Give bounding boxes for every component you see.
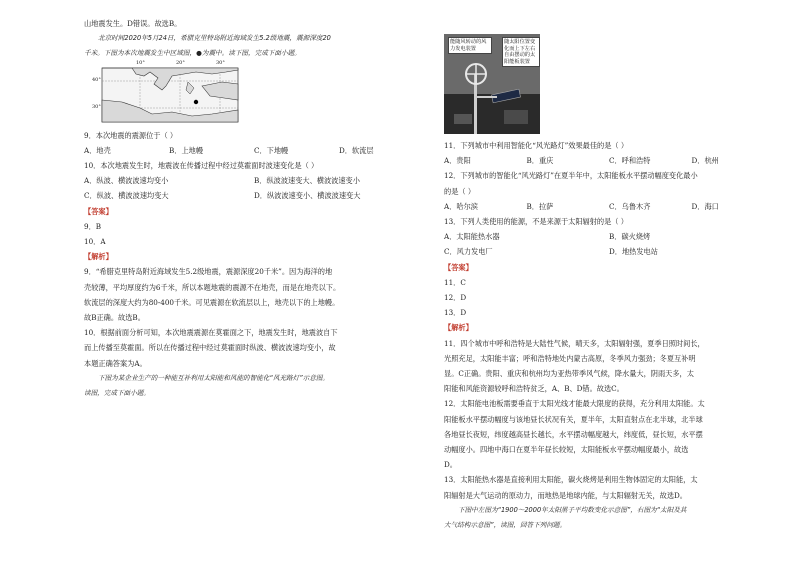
- option: C．下地幔: [254, 145, 289, 155]
- lon-10-label: 10°: [136, 59, 145, 66]
- option: D．杭州: [691, 156, 719, 166]
- option: D．纵波波速变小、横波波速变大: [254, 191, 361, 201]
- passage-intro-cont: 千米。下图为本次地震发生中区域图，●为震中。读下图，完成下面小题。: [84, 49, 301, 58]
- question-10-options-cd: [84, 188, 424, 203]
- explanation-heading: 【解析】: [444, 323, 473, 333]
- street-lamp-photo: [444, 34, 540, 134]
- option: C．风力发电厂: [444, 247, 493, 257]
- passage-intro-cont: 读图，完成下面小题。: [84, 389, 150, 398]
- option: A．哈尔滨: [444, 201, 478, 211]
- answer-11: 11．C: [444, 277, 466, 287]
- option: D．地热发电站: [609, 247, 658, 257]
- explanation-line: 故B正确。故选B。: [84, 313, 145, 323]
- right-column: [444, 34, 774, 533]
- question-12: 12．下列城市的智能化“风光路灯”在夏半年中，太阳能板水平摆动幅度变化最小: [444, 171, 698, 181]
- option: B．碳火烧烤: [609, 232, 651, 242]
- question-13: 13．下列人类使用的能源，不是来源于太阳辐射的是（ ）: [444, 217, 628, 227]
- passage-intro: 北京时间2020年5月24日，希腊克里特岛附近海域发生5.2级地震，震源深度20: [98, 34, 331, 43]
- explanation-line: 各地昼长夜短，纬度越高昼长越长，水平摆动幅度越大，纬度低，昼长短，水平摆: [444, 429, 703, 439]
- passage-intro: 下图为某企业生产的一种能互补利用太阳能和风能的智能化“风光路灯”示意图。: [98, 373, 330, 382]
- option: B．重庆: [526, 156, 554, 166]
- explanation-line: 光照充足，太阳能丰富；呼和浩特地处内蒙古高原，冬季风力强劲；冬夏互补明: [444, 353, 696, 363]
- answer-13: 13．D: [444, 308, 467, 318]
- answer-line: 山地震发生。D错误。故选B。: [84, 19, 182, 28]
- explanation-line: 壳较薄，平均厚度约为6千米，所以本题地震的震源不在地壳，而是在地壳以下。: [84, 282, 341, 292]
- earthquake-region-map: [92, 59, 242, 124]
- question-12-options: [444, 199, 774, 214]
- option: B．纵波波速变大、横波波速变小: [254, 176, 360, 186]
- lat-30-label: 30°: [92, 103, 101, 110]
- explanation-line: 11．四个城市中呼和浩特是大陆性气候，晴天多，太阳辐射强，夏季日照时间长，: [444, 338, 705, 348]
- explanation-line: 阳辐射是大气运动的原动力，而地热是地球内能，与太阳辐射无关，故选D。: [444, 490, 687, 500]
- question-11-options: [444, 153, 774, 168]
- option: A．太阳能热水器: [444, 232, 500, 242]
- option: A．纵波、横波波速均变小: [84, 176, 169, 186]
- option: A．地壳: [84, 145, 111, 155]
- option: C．呼和浩特: [609, 156, 651, 166]
- explanation-line: 阳能和风能资源较呼和浩特贫乏，A、B、D错。故选C。: [444, 384, 624, 394]
- explanation-line: 13．太阳能热水器是直接利用太阳能，碳火烧烤是利用生物体固定的太阳能，太: [444, 475, 698, 485]
- option: C．乌鲁木齐: [609, 201, 651, 211]
- option: B．上地幔: [169, 145, 204, 155]
- explanation-line: 软流层的深度大约为80-400千米。可见震源在软流层以上，地壳以下的上地幔。: [84, 297, 340, 307]
- passage-intro: 下图中左图为“1900～2000年太阳黑子平均数变化示意图”，右图为“太阳及其: [458, 505, 687, 514]
- explanation-line: 而上传播至莫霍面。所以在传播过程中经过莫霍面时纵波、横波波速均变小，故: [84, 343, 336, 353]
- explanation-line: 9．“希腊克里特岛附近海域发生5.2级地震，震源深度20千米”。因为海洋的地: [84, 267, 333, 277]
- option: C．纵波、横波波速均变大: [84, 191, 169, 201]
- lon-20-label: 20°: [176, 59, 185, 66]
- mediterranean-map-figure: [92, 64, 242, 124]
- option: B．拉萨: [526, 201, 554, 211]
- option: A．贵阳: [444, 156, 471, 166]
- explanation-line: 显。C正确。贵阳、重庆和杭州均为亚热带季风气候，降水量大，阴雨天多，太: [444, 369, 694, 379]
- question-9: 9．本次地震的震源位于（ ）: [84, 130, 178, 140]
- answer-12: 12．D: [444, 293, 467, 303]
- question-9-options: [84, 143, 424, 158]
- explanation-line: D。: [444, 460, 457, 470]
- solar-panel-label: 随太阳位置变化而上下左右自由摆动的太阳能板装置: [502, 37, 540, 67]
- left-column: [84, 16, 424, 401]
- explanation-line: 动幅度小。四地中海口在夏半年昼长较短，太阳能板水平摆动幅度最小，故选: [444, 445, 689, 455]
- question-13-options-ab: [444, 229, 774, 244]
- epicenter-marker: [194, 99, 198, 103]
- question-13-options-cd: [444, 244, 774, 259]
- question-11: 11．下列城市中利用智能化“风光路灯”效果最佳的是（ ）: [444, 141, 629, 150]
- answer-heading: 【答案】: [84, 206, 113, 216]
- explanation-line: 本题正确答案为A。: [84, 358, 147, 368]
- answer-9: 9．B: [84, 221, 102, 231]
- explanation-heading: 【解析】: [84, 252, 113, 262]
- explanation-line: 10．根据前面分析可知，本次地震震源在莫霍面之下，地震发生时，地震波自下: [84, 328, 338, 338]
- question-10-options-ab: [84, 173, 424, 188]
- option: D．软流层: [339, 145, 374, 155]
- lat-40-label: 40°: [92, 76, 101, 83]
- answer-10: 10．A: [84, 237, 106, 247]
- question-10: 10．本次地震发生时，地震波在传播过程中经过莫霍面时波速变化是（ ）: [84, 161, 319, 171]
- explanation-line: 12．太阳能电池板需要垂直于太阳光线才能最大限度的获得，充分利用太阳能。太: [444, 399, 705, 409]
- wind-device-label: 能随风转动的风力发电装置: [448, 37, 492, 54]
- passage-intro-cont: 大气结构示意图”，读图，回答下列问题。: [444, 521, 567, 530]
- lon-30-label: 30°: [216, 59, 225, 66]
- option: D．海口: [691, 201, 719, 211]
- question-12-cont: 的是（ ）: [444, 186, 476, 196]
- answer-heading: 【答案】: [444, 262, 473, 272]
- explanation-line: 阳能板水平摆动幅度与该地昼长状况有关，夏半年，太阳直射点在北半球，北半球: [444, 414, 703, 424]
